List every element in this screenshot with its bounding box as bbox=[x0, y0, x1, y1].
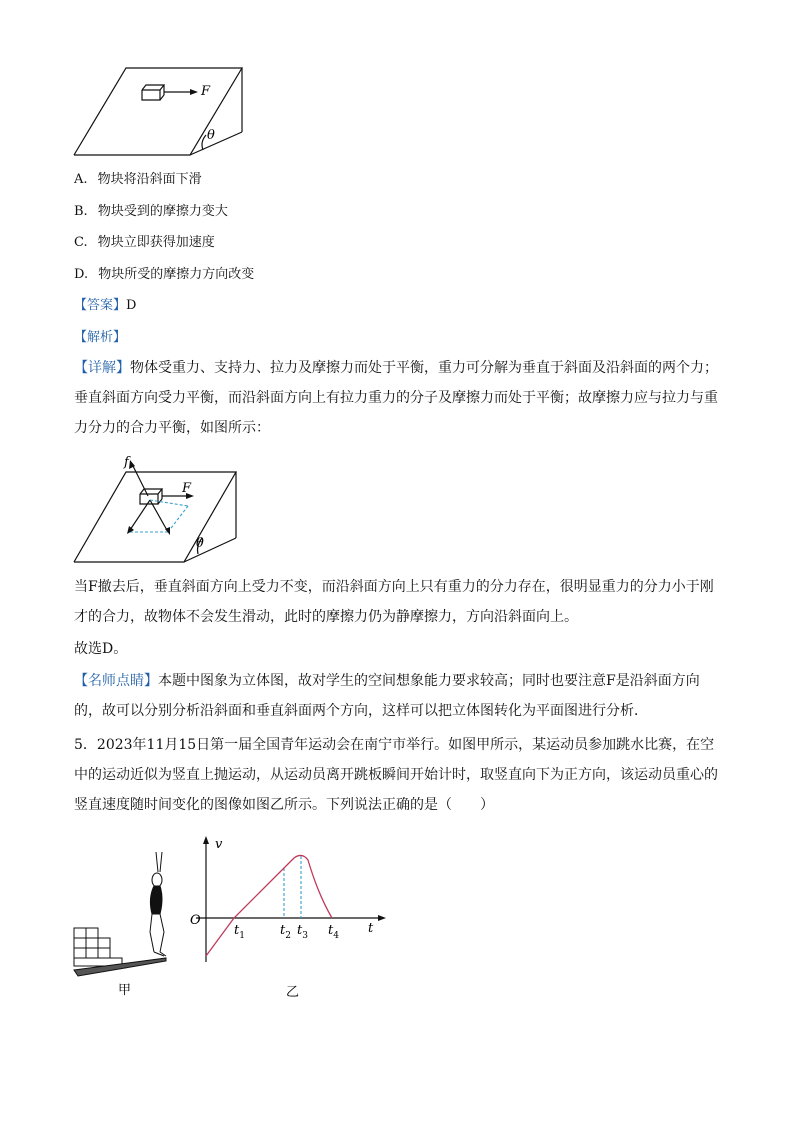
option-a bbox=[74, 171, 202, 189]
tick-label-t1: $t_1$ bbox=[234, 923, 245, 941]
option-c bbox=[74, 234, 215, 252]
option-d-text: 物块所受的摩擦力方向改变 bbox=[98, 267, 255, 282]
angle-label-theta: θ bbox=[207, 128, 215, 143]
figure-force-decomposition bbox=[70, 450, 250, 566]
force-label-F: F bbox=[201, 84, 211, 99]
t-axis-label: t bbox=[368, 921, 374, 936]
caption-jia: 甲 bbox=[118, 983, 132, 998]
tip-paragraph bbox=[74, 666, 724, 726]
choose-line bbox=[74, 634, 724, 664]
origin-label: O bbox=[190, 913, 201, 928]
option-c-label: C. bbox=[74, 235, 88, 250]
tick-label-t3: $t_3$ bbox=[297, 923, 308, 941]
option-c-text: 物块立即获得加速度 bbox=[97, 235, 215, 250]
tick-labels bbox=[234, 923, 339, 941]
detail-text: 物体受重力、支持力、拉力及摩擦力而处于平衡，重力可分解为垂直于斜面及沿斜面的两个力；垂直斜面方向受力平衡，而沿斜面方向上有拉力重力的分子及摩擦力而处于平衡；故摩擦力应与拉力与重力分力的合力平衡，如图所示： bbox=[74, 360, 718, 436]
detail-tag: 【详解】 bbox=[74, 360, 130, 376]
t-axis-arrow bbox=[378, 915, 386, 921]
tip-text: 本题中图象为立体图，故对学生的空间想象能力要求较高；同时也要注意F是沿斜面方向的，故可以分别分析沿斜面和垂直斜面两个方向，这样可以把立体图转化为平面图进行分析． bbox=[74, 673, 700, 719]
option-d bbox=[74, 266, 254, 284]
figure-diver bbox=[70, 848, 190, 998]
force-label-F: F bbox=[182, 481, 192, 496]
tick-label-t2: $t_2$ bbox=[280, 923, 291, 941]
caption-yi: 乙 bbox=[286, 985, 300, 1000]
friction-label-f: f bbox=[124, 455, 129, 470]
choose-text: 故选D。 bbox=[74, 641, 128, 657]
tip-tag: 【名师点睛】 bbox=[74, 673, 158, 689]
answer-line bbox=[74, 297, 136, 315]
option-a-label: A. bbox=[74, 172, 88, 187]
option-a-text: 物块将沿斜面下滑 bbox=[97, 172, 202, 187]
incline-diagram-1 bbox=[70, 62, 250, 162]
angle-label-theta: θ bbox=[196, 536, 204, 551]
option-d-label: D. bbox=[74, 267, 89, 282]
after-text: 当F撤去后，垂直斜面方向上受力不变，而沿斜面方向上只有重力的分力存在，很明显重力的分力小于刚才的合力，故物体不会发生滑动，此时的摩擦力仍为静摩擦力，方向沿斜面向上。 bbox=[74, 579, 714, 625]
tick-label-t4: $t_4$ bbox=[328, 923, 339, 941]
question-5-text: 5．2023年11月15日第一届全国青年运动会在南宁市举行。如图甲所示，某运动员参加跳水比赛，在空中的运动近似为竖直上抛运动，从运动员离开跳板瞬间开始计时，取竖直向下为正方向，该运动员重心的竖直速度随时间变化的图像如图乙所示。下列说法正确的是（ ） bbox=[74, 737, 718, 813]
diver-illustration bbox=[70, 848, 190, 998]
incline-diagram-2 bbox=[70, 450, 250, 566]
v-axis-arrow bbox=[203, 836, 209, 844]
option-b-label: B. bbox=[74, 204, 88, 219]
answer-value: D bbox=[126, 298, 137, 313]
analysis-line bbox=[74, 329, 126, 347]
v-axis-label: v bbox=[215, 837, 223, 852]
detail-paragraph bbox=[74, 353, 724, 443]
figure-incline-force bbox=[70, 62, 250, 162]
figure-vt-graph bbox=[186, 834, 396, 1000]
velocity-curve bbox=[206, 855, 332, 956]
vt-graph-svg bbox=[186, 834, 396, 1000]
answer-tag: 【答案】 bbox=[74, 298, 127, 313]
analysis-tag: 【解析】 bbox=[74, 330, 127, 345]
option-b bbox=[74, 203, 228, 221]
question-5 bbox=[74, 730, 724, 820]
option-b-text: 物块受到的摩擦力变大 bbox=[97, 204, 228, 219]
after-paragraph bbox=[74, 572, 724, 632]
